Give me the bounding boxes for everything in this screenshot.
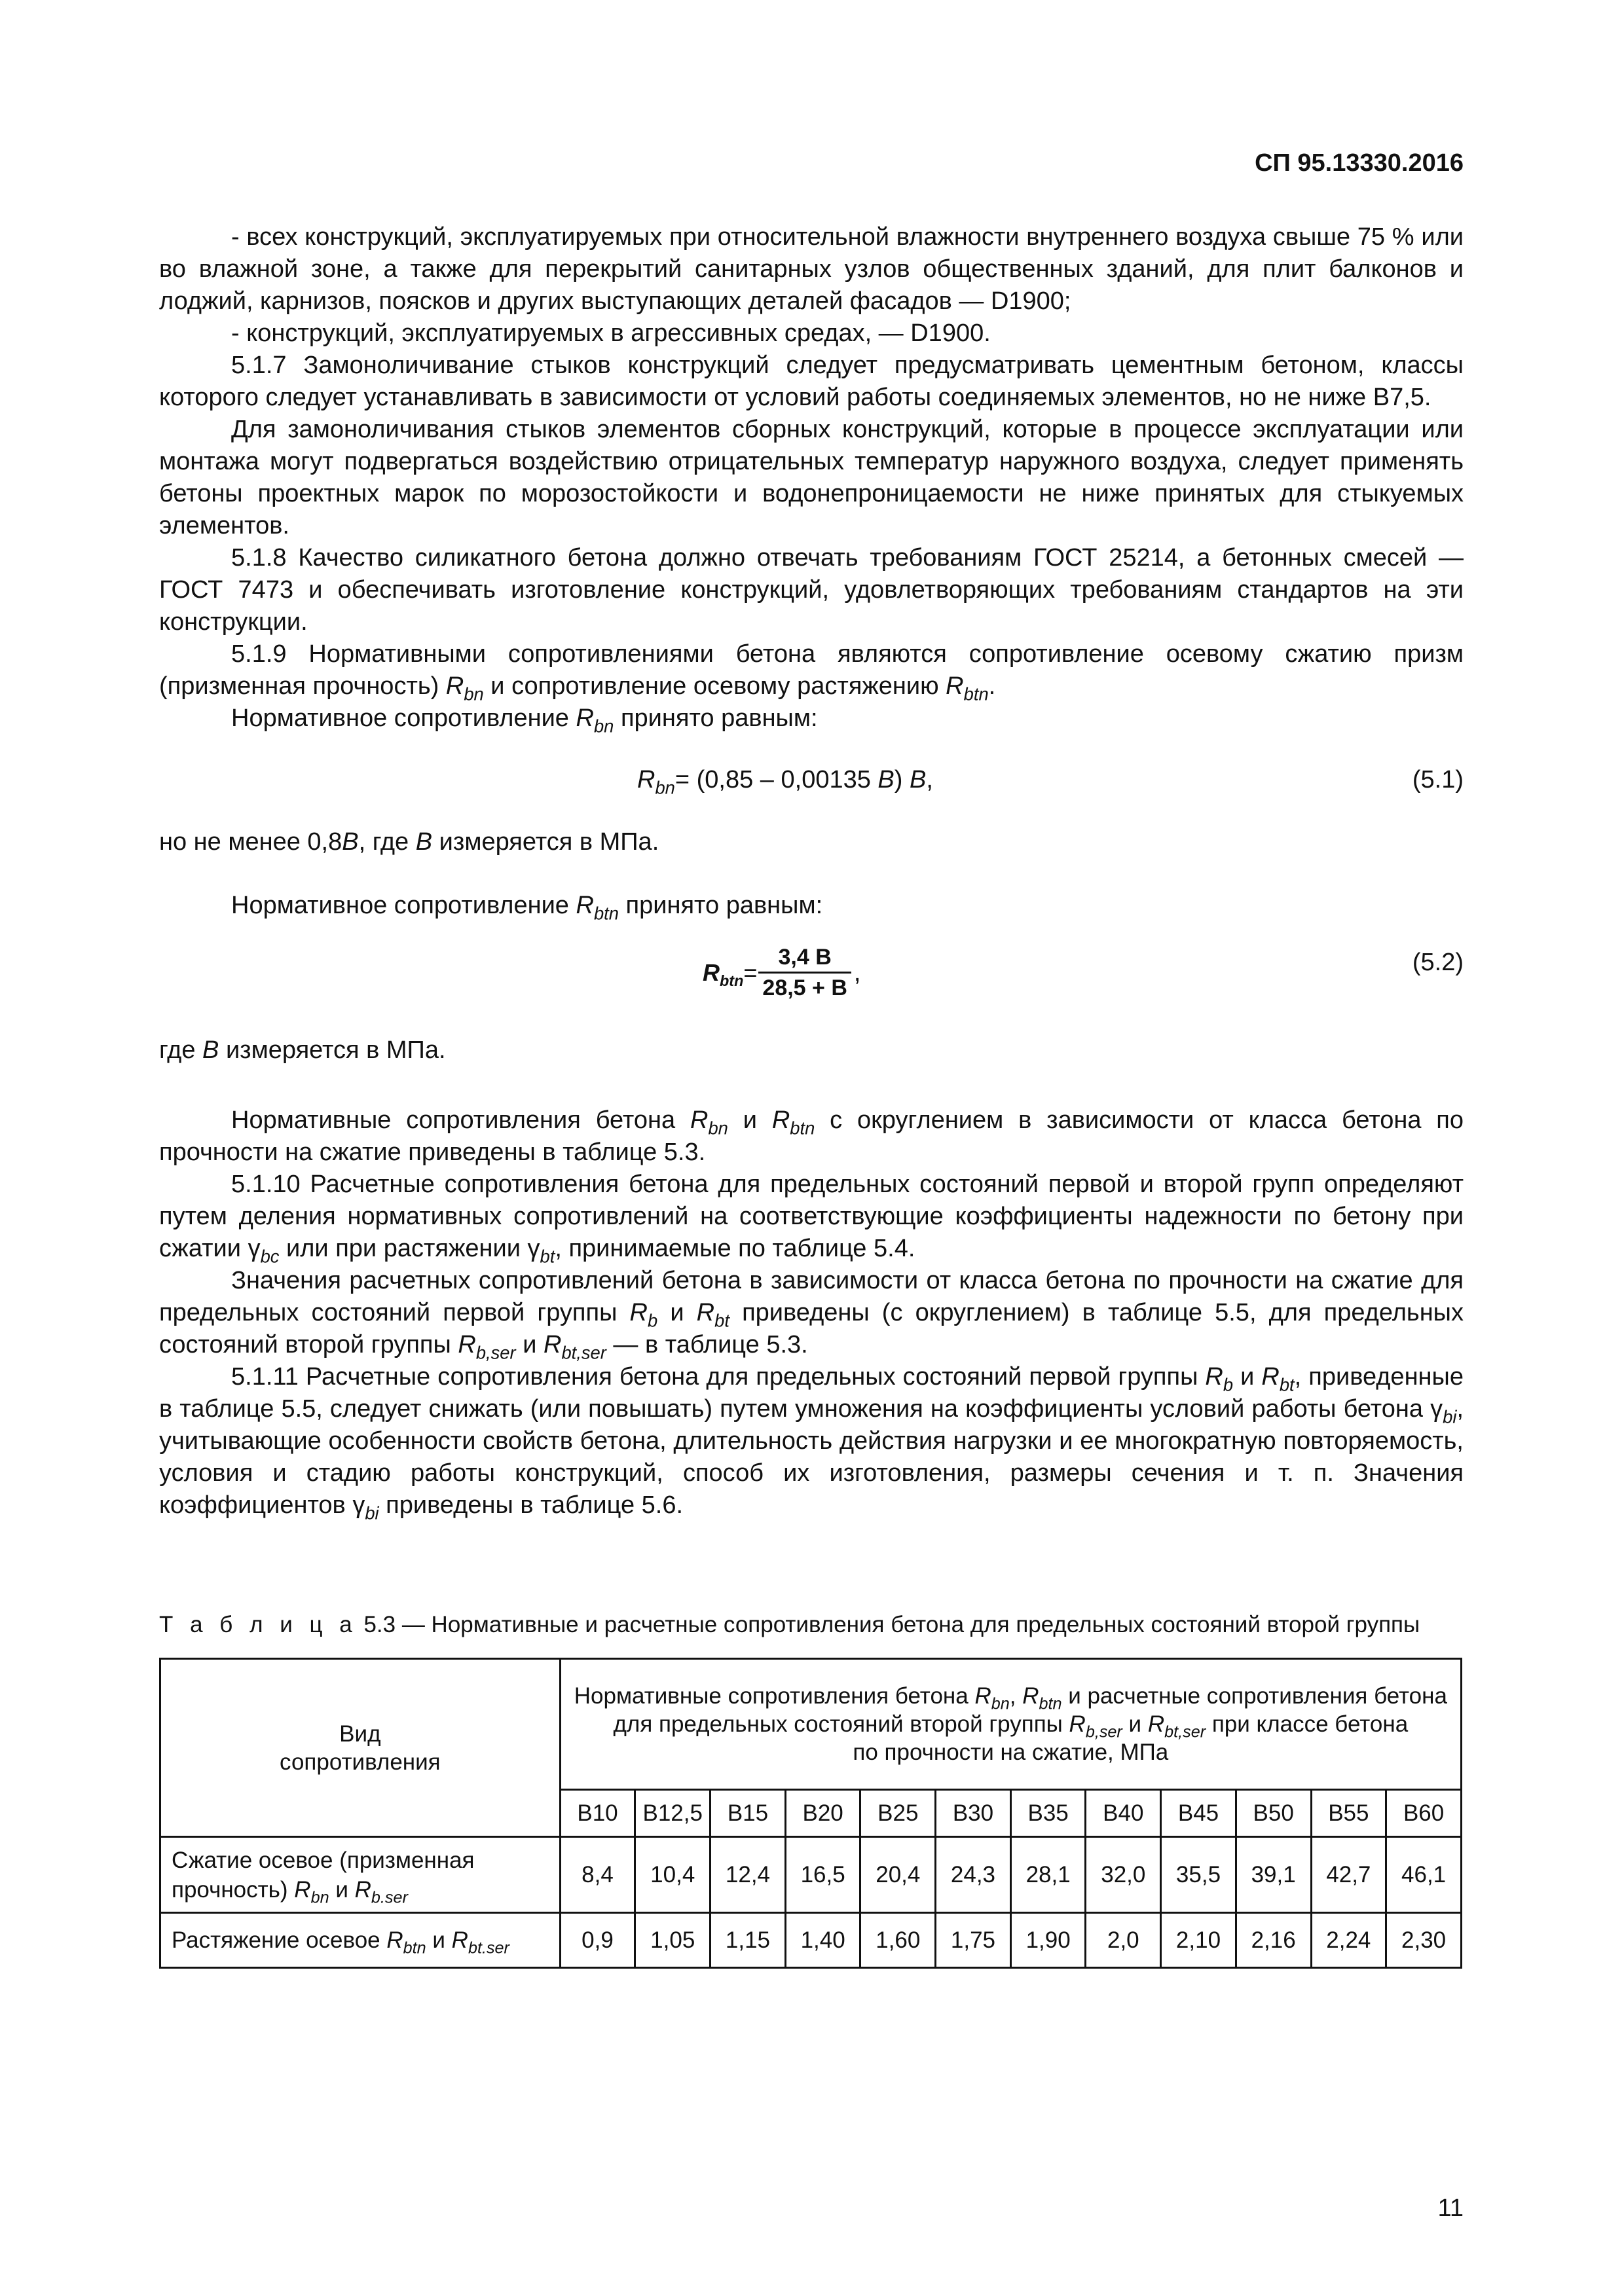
denominator: 28,5 + B [762, 975, 847, 1000]
table-cell: 2,0 [1086, 1913, 1161, 1968]
numerator: 3,4 B [758, 943, 851, 974]
table-cell: 24,3 [936, 1837, 1011, 1913]
resistance-table [159, 1658, 1462, 1969]
row-label: Растяжение осевое $R_{btn}$ и $R_{bt.ser}$ [160, 1913, 561, 1968]
paragraph: 5.1.10 Расчетные сопротивления бетона для предельных состояний первой и второй групп определяют путем деления нормативных сопротивлений на соответствующие коэффициенты надежности по бетону при сжатии $\gamma_{bc}$ или при растяжении $\gamma_{bt}$, принимаемые по таблице 5.4. [159, 1171, 1464, 1267]
equation-number: (5.2) [1412, 949, 1464, 976]
table-caption: Т а б л и ц а 5.3 — Нормативные и расчетные сопротивления бетона для предельных состояний второй группы [159, 1612, 1420, 1637]
class-header: B10 [560, 1790, 635, 1837]
class-header: B12,5 [635, 1790, 710, 1837]
table-cell: 1,05 [635, 1913, 710, 1968]
column-header-type: Вид сопротивления [160, 1659, 561, 1837]
formula-body: $R_{btn}=$ $\frac{3,4 B}{28,5 + B}$ , [703, 943, 860, 1002]
table-cell: 42,7 [1311, 1837, 1386, 1913]
paragraph: 5.1.7 Замоноличивание стыков конструкций следует предусматривать цементным бетоном, классы которого следует устанавливать в зависимости от условий работы соединяемых элементов, но не ниже B7,5. [159, 352, 1464, 411]
equation-number: (5.1) [1412, 766, 1464, 793]
class-header: B30 [936, 1790, 1011, 1837]
table-cell: 32,0 [1086, 1837, 1161, 1913]
paragraph: Нормативное сопротивление $R_{bn}$ принято равным: [231, 704, 818, 737]
table-cell: 1,90 [1010, 1913, 1086, 1968]
paragraph: Нормативное сопротивление $R_{btn}$ принято равным: [231, 892, 823, 924]
table-cell: 1,60 [860, 1913, 936, 1968]
class-header: B40 [1086, 1790, 1161, 1837]
paragraph: 5.1.11 Расчетные сопротивления бетона для предельных состояний первой группы $R_b$ и $R_{bt}$, приведенные в таблице 5.5, следует снижать (или повышать) путем умножения на коэффициенты условий работы бетона $\gamma_{bi}$, учитывающие особенности свойств бетона, длительность действия нагрузки и ее многократную повторяемость, условия и стадию работы конструкций, способ их изготовления, размеры сечения и т. п. Значения коэффициентов $\gamma_{bi}$ приведены в таблице 5.6. [159, 1363, 1464, 1523]
document-code: СП 95.13330.2016 [1255, 149, 1464, 177]
table-cell: 12,4 [710, 1837, 786, 1913]
table-cell: 39,1 [1236, 1837, 1311, 1913]
paragraph: - конструкций, эксплуатируемых в агрессивных средах, — D1900. [231, 319, 991, 347]
table-cell: 46,1 [1386, 1837, 1462, 1913]
table-cell: 35,5 [1161, 1837, 1236, 1913]
page-number: 11 [1437, 2195, 1464, 2222]
paragraph: 5.1.9 Нормативными сопротивлениями бетона являются сопротивление осевому сжатию призм (призменная прочность) $R_{bn}$ и сопротивление осевому растяжению $R_{btn}$. [159, 640, 1464, 704]
table-row [160, 1837, 1462, 1913]
table-cell: 0,9 [560, 1913, 635, 1968]
group-header: Нормативные сопротивления бетона $R_{bn}$, $R_{btn}$ и расчетные сопротивления бетона для предельных состояний второй группы $R_{b,ser}$ и $R_{bt,ser}$ при классе бетона по прочности на сжатие, МПа [560, 1659, 1461, 1790]
class-header: B60 [1386, 1790, 1462, 1837]
class-header: B55 [1311, 1790, 1386, 1837]
class-header: B25 [860, 1790, 936, 1837]
paragraph: - всех конструкций, эксплуатируемых при относительной влажности внутреннего воздуха свыше 75 % или во влажной зоне, а также для перекрытий санитарных узлов общественных зданий, для плит балконов и лоджий, карнизов, поясков и других выступающих деталей фасадов — D1900; [159, 223, 1464, 315]
table-cell: 20,4 [860, 1837, 936, 1913]
row-label: Сжатие осевое (призменная прочность) $R_{bn}$ и $R_{b.ser}$ [160, 1837, 561, 1913]
paragraph: 5.1.8 Качество силикатного бетона должно отвечать требованиям ГОСТ 25214, а бетонных смесей — ГОСТ 7473 и обеспечивать изготовление конструкций, удовлетворяющих требованиям стандартов на эти конструкции. [159, 544, 1464, 636]
table-cell: 2,30 [1386, 1913, 1462, 1968]
body-text [159, 221, 1464, 1522]
paragraph: Нормативные сопротивления бетона $R_{bn}$ и $R_{btn}$ с округлением в зависимости от класса бетона по прочности на сжатие приведены в таблице 5.3. [159, 1106, 1464, 1166]
paragraph: Для замоноличивания стыков элементов сборных конструкций, которые в процессе эксплуатации или монтажа могут подвергаться воздействию отрицательных температур наружного воздуха, следует применять бетоны проектных марок по морозостойкости и водонепроницаемости не ниже принятых для стыкуемых элементов. [159, 416, 1464, 539]
paragraph: где B измеряется в МПа. [159, 1036, 446, 1064]
formula-5-1 [159, 748, 1464, 813]
table-cell: 1,15 [710, 1913, 786, 1968]
table-cell: 2,16 [1236, 1913, 1311, 1968]
table-cell: 28,1 [1010, 1837, 1086, 1913]
class-header: B50 [1236, 1790, 1311, 1837]
formula-body: $R_{bn}= (0,85 - 0,00135$ B) B, [637, 766, 933, 798]
class-header: B15 [710, 1790, 786, 1837]
formula-5-2 [159, 934, 1464, 1015]
table-cell: 1,40 [785, 1913, 860, 1968]
paragraph: Значения расчетных сопротивлений бетона в зависимости от класса бетона по прочности на сжатие для предельных состояний первой группы $R_b$ и $R_{bt}$ приведены (с округлением) в таблице 5.5, для предельных состояний второй группы $R_{b,ser}$ и $R_{bt,ser}$ — в таблице 5.3. [159, 1267, 1464, 1363]
class-header: B20 [785, 1790, 860, 1837]
table-cell: 8,4 [560, 1837, 635, 1913]
fraction [758, 943, 851, 1002]
table-cell: 2,10 [1161, 1913, 1236, 1968]
table-row [160, 1913, 1462, 1968]
table-cell: 1,75 [936, 1913, 1011, 1968]
paragraph: но не менее 0,8B, где B измеряется в МПа. [159, 828, 659, 856]
class-header: B35 [1010, 1790, 1086, 1837]
table-cell: 2,24 [1311, 1913, 1386, 1968]
table-cell: 16,5 [785, 1837, 860, 1913]
table-cell: 10,4 [635, 1837, 710, 1913]
class-header: B45 [1161, 1790, 1236, 1837]
